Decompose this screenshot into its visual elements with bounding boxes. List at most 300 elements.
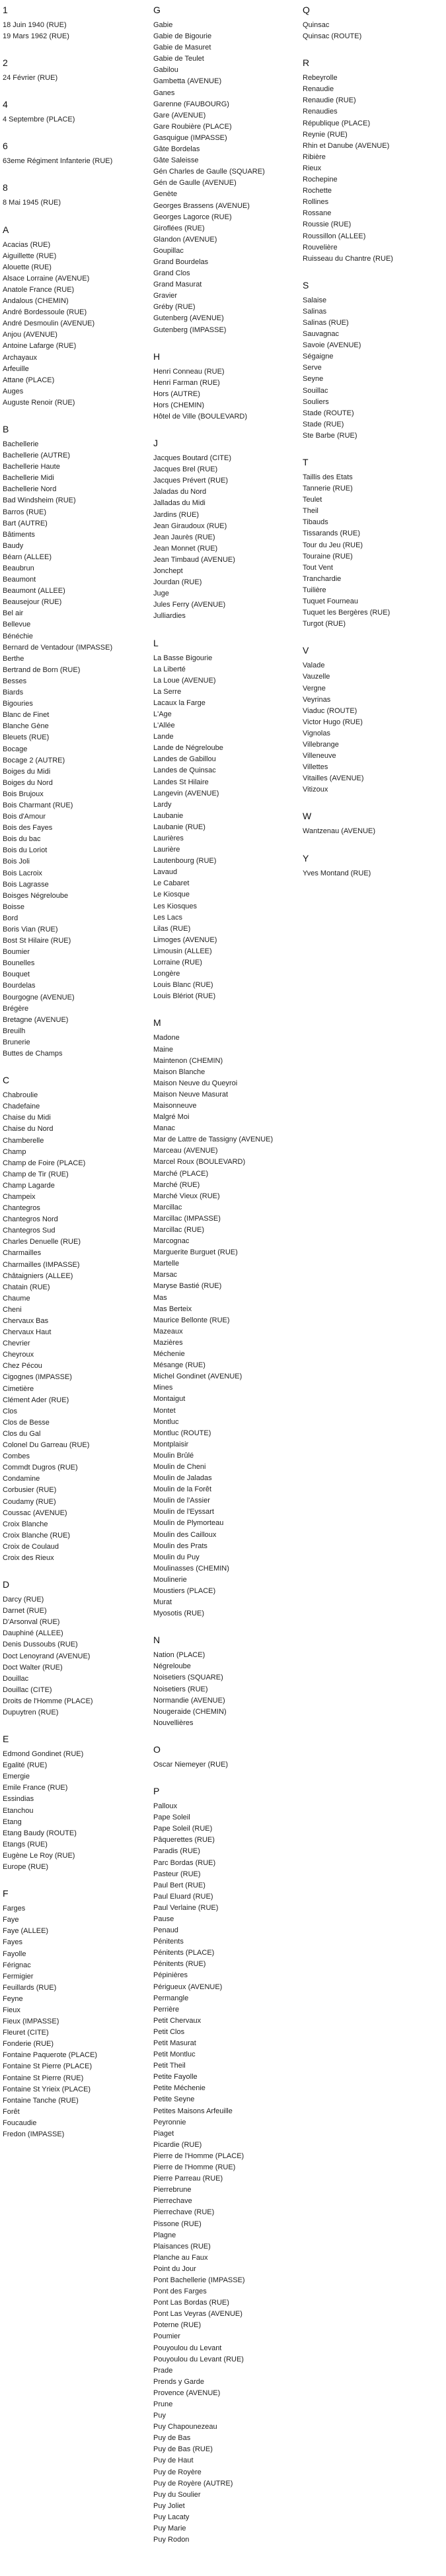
street-name: Eugène Le Roy (RUE)	[3, 1851, 75, 1860]
street-name: Bachellerie Haute	[3, 463, 60, 471]
street-name: Négreloube	[153, 1662, 191, 1671]
street-name: Chantegros	[3, 1204, 40, 1213]
street-name: Rossane	[303, 209, 332, 218]
street-name: Rochette	[303, 187, 332, 195]
street-name: Moulin de Cheni	[153, 1462, 206, 1471]
letter-section	[303, 838, 443, 879]
street-name: Attane (PLACE)	[3, 376, 55, 384]
street-name: Breuilh	[3, 1027, 26, 1035]
street-name: Fieux (IMPASSE)	[3, 2017, 59, 2026]
street-name: Emile France (RUE)	[3, 1784, 68, 1792]
street-name: Maintenon (CHEMIN)	[153, 1056, 223, 1065]
street-name: Dauphiné (ALLEE)	[3, 1629, 63, 1638]
street-name: Marché (PLACE)	[153, 1169, 209, 1178]
street-name: Pont Las Bordas (RUE)	[153, 2299, 229, 2307]
section-letter-heading: F	[3, 1888, 9, 1899]
street-name: Serve	[303, 364, 322, 372]
street-name: Louis Blériot (RUE)	[153, 992, 216, 1001]
street-name: Landes de Quinsac	[153, 766, 216, 775]
street-name: Marcel Roux (BOULEVARD)	[153, 1158, 246, 1167]
street-name: Souliers	[303, 397, 329, 406]
street-name: Maisonneuve	[153, 1101, 197, 1110]
street-name: Henri Conneau (RUE)	[153, 367, 225, 376]
street-name: Jean Giraudoux (RUE)	[153, 522, 227, 530]
street-name: Boiges du Midi	[3, 767, 51, 776]
street-name: Gabie de Masuret	[153, 44, 211, 52]
street-name: Malgré Moi	[153, 1113, 190, 1122]
section-letter-heading: B	[3, 423, 9, 434]
section-letter-heading: 6	[3, 141, 8, 152]
street-name: Champ	[3, 1147, 26, 1156]
street-name: Bois du Loriot	[3, 846, 48, 855]
letter-section	[303, 796, 443, 837]
street-name: Lorraine (RUE)	[153, 959, 202, 967]
letter-section	[3, 125, 149, 167]
street-name: Marcognac	[153, 1237, 190, 1246]
street-name: Sauvagnac	[303, 330, 340, 339]
street-name: Poumier	[153, 2332, 180, 2341]
street-name: Lavaud	[153, 868, 178, 877]
street-name: Blanche Gène	[3, 722, 49, 731]
street-name: Pierrechave	[153, 2197, 192, 2206]
street-name: Mines	[153, 1384, 173, 1392]
street-name: Antoine Lafarge (RUE)	[3, 342, 77, 351]
street-name: Bachellerie (AUTRE)	[3, 452, 71, 460]
street-name: Moulin de Plymorteau	[153, 1519, 224, 1528]
street-name: Périgueux (AVENUE)	[153, 1983, 223, 1991]
street-name: Puy Lacaty	[153, 2513, 190, 2521]
street-name: Martelle	[153, 1260, 180, 1268]
street-name: Roussie (RUE)	[303, 220, 352, 229]
street-name: Douillac (CITE)	[3, 1685, 52, 1694]
street-name: Besses	[3, 677, 27, 685]
street-name: Rouvelière	[303, 243, 338, 252]
street-name: Darcy (RUE)	[3, 1596, 44, 1604]
street-name: Vergne	[303, 684, 326, 693]
letter-section	[153, 1002, 300, 1619]
street-name: Beaumont	[3, 576, 36, 584]
street-name: Renaudie	[303, 85, 334, 94]
street-name: Teulet	[303, 496, 322, 504]
section-letter-heading: V	[303, 645, 309, 656]
street-name: Roussillon (ALLEE)	[303, 232, 366, 240]
street-name: Pape Soleil	[153, 1813, 190, 1822]
street-name: Commdt Dugros (RUE)	[3, 1464, 78, 1472]
letter-section	[153, 336, 300, 423]
street-name: Plagne	[153, 2231, 176, 2239]
street-name: Coussac (AVENUE)	[3, 1508, 67, 1517]
street-name: Aiguillette (RUE)	[3, 252, 57, 260]
street-name: Pouyoulou du Levant	[153, 2344, 222, 2352]
street-name: Moulin des Prats	[153, 1542, 207, 1550]
street-name: Brégère	[3, 1004, 29, 1013]
street-name: Myosotis (RUE)	[153, 1610, 205, 1618]
letter-section	[3, 1564, 149, 1718]
street-name: Jacques Prévert (RUE)	[153, 477, 229, 485]
street-name: Fayolle	[3, 1949, 26, 1958]
street-name: Barros (RUE)	[3, 508, 47, 516]
street-name: Petit Clos	[153, 2027, 185, 2036]
street-name: Perrière	[153, 2005, 180, 2014]
section-letter-heading: Y	[303, 852, 309, 864]
street-name: Georges Lagorce (RUE)	[153, 213, 232, 221]
street-name: Mazières	[153, 1338, 183, 1347]
street-name: Châtaigniers (ALLEE)	[3, 1271, 73, 1280]
street-name: Charmailles	[3, 1249, 42, 1258]
street-name: Montaigut	[153, 1395, 186, 1404]
street-name: Colonel Du Garreau (RUE)	[3, 1441, 90, 1450]
street-name: Pouyoulou du Levant (RUE)	[153, 2355, 244, 2363]
street-name: Bocage	[3, 745, 28, 753]
street-name: Noisetiers (SQUARE)	[153, 1674, 223, 1682]
street-name: Hôtel de Ville (BOULEVARD)	[153, 413, 248, 421]
street-name: Pierrechave (RUE)	[153, 2208, 215, 2217]
street-name: Glandon (AVENUE)	[153, 235, 217, 244]
street-name: Reynie (RUE)	[303, 130, 348, 139]
street-name: Yves Montand (RUE)	[303, 869, 371, 877]
street-name: Doct Walter (RUE)	[3, 1663, 63, 1672]
street-name: Lande	[153, 733, 174, 741]
street-name: Dupuytren (RUE)	[3, 1709, 59, 1716]
street-name: L'Age	[153, 710, 172, 718]
letter-section	[3, 4, 149, 42]
letter-section	[153, 1771, 300, 2546]
street-name: Jules Ferry (AVENUE)	[153, 601, 226, 609]
section-letter-heading: T	[303, 457, 309, 467]
street-name: Champeix	[3, 1192, 36, 1201]
street-name: Villebrange	[303, 740, 339, 749]
street-name: Tour du Jeu (RUE)	[303, 541, 363, 549]
street-name: Fontaine Tanche (RUE)	[3, 2096, 79, 2105]
street-name: Grand Clos	[153, 269, 190, 278]
street-name: Puy Chapounezeau	[153, 2423, 217, 2431]
street-name: Croix des Rieux	[3, 1553, 54, 1562]
street-name: Marguerite Burguet (RUE)	[153, 1248, 238, 1257]
street-name: Bourgogne (AVENUE)	[3, 993, 75, 1001]
street-name: Grand Masurat	[153, 281, 202, 289]
street-name: Bénéchie	[3, 632, 33, 640]
section-letter-heading: C	[3, 1075, 10, 1086]
street-index-column-left	[3, 4, 149, 2140]
street-name: Archayaux	[3, 353, 37, 362]
street-name: Petit Masurat	[153, 2039, 196, 2047]
street-name: Fonderie (RUE)	[3, 2040, 54, 2049]
street-name: Laubanie	[153, 811, 184, 820]
street-name: Feuillards (RUE)	[3, 1983, 57, 1992]
street-name: Boumier	[3, 948, 30, 957]
street-name: Bachellerie	[3, 440, 39, 448]
street-name: Pierre Parreau (RUE)	[153, 2175, 223, 2183]
street-name: Etanchou	[3, 1806, 34, 1815]
street-name: Salaise	[303, 296, 327, 304]
street-name: Coudamy (RUE)	[3, 1497, 56, 1506]
street-name: Petit Theil	[153, 2062, 186, 2070]
section-letter-heading: 8	[3, 182, 8, 193]
letter-section	[303, 42, 443, 265]
street-name: Marcillac (RUE)	[153, 1226, 204, 1234]
street-name: Condamine	[3, 1475, 40, 1483]
street-name: Limousin (ALLEE)	[153, 947, 212, 955]
street-name: Maine	[153, 1045, 173, 1054]
section-letter-heading: L	[153, 637, 159, 648]
letter-section	[303, 442, 443, 630]
street-name: Gâte Saleisse	[153, 156, 199, 165]
street-name: Moulinerie	[153, 1575, 187, 1584]
street-name: Clos du Gal	[3, 1429, 41, 1438]
street-name: Viaduc (ROUTE)	[303, 706, 357, 715]
section-letter-heading: R	[303, 57, 310, 69]
street-name: Maryse Bastié (RUE)	[153, 1282, 222, 1291]
street-name: Cheni	[3, 1305, 22, 1314]
street-name: Bois Lacroix	[3, 869, 42, 877]
letter-section	[303, 4, 443, 42]
street-name: Chevrier	[3, 1339, 30, 1348]
street-name: Boisges Négreloube	[3, 891, 69, 900]
street-name: Noisetiers (RUE)	[153, 1685, 208, 1693]
street-name: Buttes de Champs	[3, 1050, 63, 1058]
street-name: Rhin et Danube (AVENUE)	[303, 141, 390, 150]
street-name: Jean Jaurès (RUE)	[153, 533, 215, 541]
street-name: 63eme Régiment Infanterie (RUE)	[3, 157, 113, 166]
street-name: Méchenie	[153, 1350, 185, 1359]
street-name: Puy Rodon	[153, 2536, 190, 2544]
street-name: Bois Charmant (RUE)	[3, 801, 73, 809]
street-name: Bachellerie Nord	[3, 485, 57, 494]
street-name: Pasteur (RUE)	[153, 1870, 201, 1878]
street-name: Gutenberg (IMPASSE)	[153, 325, 227, 334]
street-name: Chantegros Sud	[3, 1227, 56, 1235]
street-name: Bois Joli	[3, 858, 30, 866]
street-name: Stade (RUE)	[303, 420, 344, 428]
street-name: Gâte Bordelas	[153, 145, 200, 154]
street-name: Droits de l'Homme (PLACE)	[3, 1697, 93, 1705]
street-name: Boris Vian (RUE)	[3, 926, 58, 933]
street-name: Jean Monnet (RUE)	[153, 544, 218, 553]
street-name: Bourdelas	[3, 982, 36, 990]
street-name: Chaise du Nord	[3, 1125, 54, 1134]
letter-section	[153, 4, 300, 336]
street-name: Fleuret (CITE)	[3, 2029, 49, 2037]
street-name: Stade (ROUTE)	[303, 409, 354, 417]
street-name: Fermigier	[3, 1972, 34, 1981]
section-letter-heading: 1	[3, 5, 8, 15]
street-name: Limoges (AVENUE)	[153, 935, 217, 944]
street-name: Plaisances (RUE)	[153, 2242, 211, 2251]
street-name: Jaladas du Nord	[153, 488, 207, 496]
street-name: Combes	[3, 1452, 30, 1461]
street-name: Henri Farman (RUE)	[153, 378, 220, 387]
street-name: Charles Denuelle (RUE)	[3, 1238, 81, 1246]
street-name: Chez Pécou	[3, 1362, 42, 1371]
street-name: Moulin du Puy	[153, 1553, 200, 1561]
street-name: Tibauds	[303, 518, 328, 527]
street-name: Gutenberg (AVENUE)	[153, 314, 224, 323]
letter-section	[3, 1060, 149, 1564]
street-name: Chadefaine	[3, 1102, 40, 1111]
street-name: Gambetta (AVENUE)	[153, 77, 222, 86]
street-name: Europe (RUE)	[3, 1863, 49, 1872]
letter-section	[3, 42, 149, 84]
street-name: Beaumont (ALLEE)	[3, 587, 65, 595]
street-name: Laubanie (RUE)	[153, 823, 205, 831]
street-name: Rollines	[303, 198, 329, 207]
street-name: Chamberelle	[3, 1136, 44, 1145]
street-name: Moulin de Jaladas	[153, 1474, 212, 1483]
street-name: Tissarands (RUE)	[303, 529, 360, 538]
street-name: Laurières	[153, 834, 184, 842]
street-name: Bost St Hilaire (RUE)	[3, 937, 71, 945]
street-name: Gabilou	[153, 66, 178, 75]
street-name: Charmailles (IMPASSE)	[3, 1260, 80, 1269]
street-name: Ségaigne	[303, 353, 334, 361]
street-name: Pont des Farges	[153, 2288, 207, 2296]
street-name: Marcillac	[153, 1203, 182, 1211]
street-name: Gare Roubière (PLACE)	[153, 122, 232, 131]
street-name: Normandie (AVENUE)	[153, 1696, 225, 1705]
street-name: Puy du Soulier	[153, 2490, 201, 2499]
street-name: Bocage 2 (AUTRE)	[3, 756, 65, 764]
street-name: Puy	[153, 2412, 166, 2420]
street-name: 19 Mars 1962 (RUE)	[3, 32, 69, 41]
section-letter-heading: G	[153, 5, 161, 15]
street-name: Petite Seyne	[153, 2095, 195, 2104]
street-name: Tuquet les Bergères (RUE)	[303, 609, 390, 617]
street-name: Landes de Gabillou	[153, 755, 216, 764]
street-name: Lautenbourg (RUE)	[153, 857, 217, 865]
street-name: Seyne	[303, 375, 324, 384]
street-name: Petite Fayolle	[153, 2073, 198, 2082]
street-name: Ribière	[303, 153, 326, 161]
street-name: Bois du bac	[3, 835, 41, 844]
street-name: Montet	[153, 1406, 176, 1415]
street-name: Salinas	[303, 307, 327, 316]
street-name: Chaise du Midi	[3, 1114, 51, 1122]
street-name: Hors (CHEMIN)	[153, 401, 204, 409]
street-name: Le Cabaret	[153, 879, 190, 888]
street-name: Renaudies	[303, 108, 338, 116]
section-letter-heading: N	[153, 1635, 161, 1646]
street-name: Champ de Foire (PLACE)	[3, 1159, 86, 1167]
street-name: Fontaine St Yrieix (PLACE)	[3, 2085, 91, 2093]
street-name: Gén Charles de Gaulle (SQUARE)	[153, 168, 265, 176]
street-name: Brunerie	[3, 1038, 30, 1046]
street-name: Bounelles	[3, 959, 35, 968]
street-name: Mas Berteix	[153, 1305, 192, 1313]
street-name: Wantzenau (AVENUE)	[303, 827, 376, 836]
street-name: Pont Las Veyras (AVENUE)	[153, 2310, 242, 2319]
street-name: Pause	[153, 1915, 174, 1923]
street-name: Gabie de Bigourie	[153, 32, 212, 41]
street-name: Picardie (RUE)	[153, 2140, 202, 2149]
street-name: Mazeaux	[153, 1327, 183, 1336]
street-name: Boisse	[3, 902, 25, 911]
street-name: Palloux	[153, 1802, 178, 1811]
section-letter-heading: D	[3, 1579, 10, 1590]
street-name: Fayes	[3, 1938, 22, 1947]
street-name: Vignolas	[303, 729, 330, 737]
street-name: Gabie de Teulet	[153, 55, 204, 63]
street-name: Acacias (RUE)	[3, 240, 51, 249]
street-name: Point du Jour	[153, 2264, 196, 2273]
street-name: Tranchardie	[303, 574, 342, 583]
street-name: Michel Gondinet (AVENUE)	[153, 1373, 242, 1381]
street-name: Nougeraide (CHEMIN)	[153, 1707, 227, 1716]
section-letter-heading: 4	[3, 99, 8, 110]
street-name: Douillac	[3, 1674, 29, 1683]
street-name: Gréby (RUE)	[153, 303, 196, 312]
street-name: Corbusier (RUE)	[3, 1486, 57, 1495]
street-name: Murat	[153, 1598, 172, 1607]
street-name: Moulin de la Forêt	[153, 1485, 212, 1494]
street-name: Marsac	[153, 1271, 178, 1279]
street-name: Bord	[3, 914, 19, 922]
street-name: Madone	[153, 1034, 180, 1042]
street-name: Puy de Haut	[153, 2457, 194, 2465]
street-name: Bigouries	[3, 700, 33, 708]
street-name: Vitizoux	[303, 786, 328, 794]
street-name: Moulin de l'Assier	[153, 1497, 210, 1505]
street-name: Anjou (AVENUE)	[3, 331, 57, 339]
street-name: Marché Vieux (RUE)	[153, 1192, 220, 1200]
street-name: Croix Blanche	[3, 1520, 48, 1528]
street-name: Maison Blanche	[153, 1068, 205, 1076]
letter-section	[3, 1718, 149, 1873]
street-name: Valade	[303, 661, 325, 670]
letter-section	[153, 1729, 300, 1771]
street-name: Egalité (RUE)	[3, 1761, 48, 1770]
letter-section	[3, 1873, 149, 2140]
street-name: Cigognes (IMPASSE)	[3, 1373, 72, 1382]
street-name: République (PLACE)	[303, 119, 371, 127]
street-name: Montplaisir	[153, 1440, 189, 1448]
street-name: Pâquerettes (RUE)	[153, 1836, 215, 1845]
street-name: Tout Vent	[303, 563, 333, 572]
section-letter-heading: M	[153, 1017, 161, 1029]
street-name: Puy Marie	[153, 2525, 186, 2533]
street-name: Giroflées (RUE)	[153, 224, 205, 232]
street-name: 4 Septembre (PLACE)	[3, 116, 75, 124]
street-name: La Basse Bigourie	[153, 654, 213, 662]
street-name: Montluc	[153, 1417, 179, 1426]
street-name: Lande de Négreloube	[153, 744, 223, 753]
street-name: Langevin (AVENUE)	[153, 789, 219, 797]
street-name: Touraine (RUE)	[303, 552, 353, 560]
street-name: Pierre de l'Homme (PLACE)	[153, 2152, 244, 2160]
street-name: Petites Maisons Arfeuille	[153, 2107, 233, 2115]
street-name: Feyne	[3, 1994, 23, 2003]
street-name: Jalladas du Midi	[153, 499, 205, 508]
street-name: Veyrinas	[303, 695, 331, 704]
street-name: Nouvellières	[153, 1718, 194, 1727]
street-name: Ruisseau du Chantre (RUE)	[303, 254, 393, 263]
street-name: Villettes	[303, 763, 328, 772]
street-name: Salinas (RUE)	[303, 318, 349, 327]
street-name: Faye (ALLEE)	[3, 1927, 49, 1936]
street-name: André Desmoulin (AVENUE)	[3, 320, 95, 328]
letter-section	[303, 265, 443, 442]
street-name: Mas	[153, 1293, 167, 1302]
street-name: Puy de Bas	[153, 2434, 191, 2443]
section-letter-heading: W	[303, 811, 312, 822]
street-name: Hors (AUTRE)	[153, 390, 200, 398]
street-name: Chantegros Nord	[3, 1215, 58, 1224]
street-name: Planche au Faux	[153, 2253, 208, 2262]
street-name: Theil	[303, 507, 318, 516]
street-name: Bertrand de Born (RUE)	[3, 665, 81, 674]
section-letter-heading: O	[153, 1744, 161, 1755]
street-name: Croix de Coulaud	[3, 1542, 59, 1551]
street-name: Chabroulie	[3, 1091, 38, 1100]
